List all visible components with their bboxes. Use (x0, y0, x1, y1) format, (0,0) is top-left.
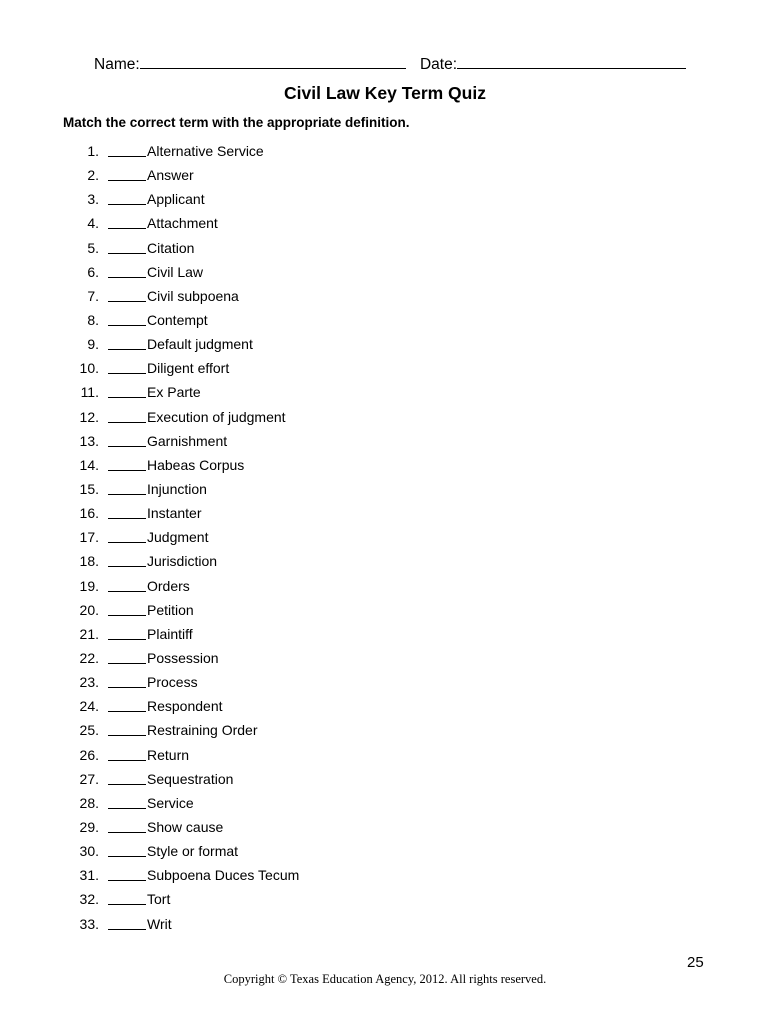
answer-blank[interactable] (108, 784, 146, 785)
term-label: Restraining Order (147, 722, 258, 739)
name-label: Name: (94, 56, 140, 73)
answer-blank[interactable] (108, 373, 146, 374)
term-label: Possession (147, 649, 219, 666)
answer-blank[interactable] (108, 180, 146, 181)
term-label: Jurisdiction (147, 553, 218, 570)
term-number: 25. (79, 722, 99, 739)
answer-blank[interactable] (108, 518, 146, 519)
page-title: Civil Law Key Term Quiz (284, 83, 486, 103)
term-label: Subpoena Duces Tecum (147, 867, 300, 884)
term-number: 8. (87, 311, 99, 328)
term-number: 6. (87, 263, 99, 280)
term-number: 4. (87, 215, 99, 232)
answer-blank[interactable] (108, 615, 146, 616)
answer-blank[interactable] (108, 542, 146, 543)
term-label: Habeas Corpus (147, 456, 245, 473)
term-label: Writ (147, 915, 172, 932)
answer-blank[interactable] (108, 422, 146, 423)
answer-blank[interactable] (108, 397, 146, 398)
term-number: 18. (79, 553, 99, 570)
term-number: 11. (80, 384, 99, 401)
answer-blank[interactable] (108, 301, 146, 302)
answer-blank[interactable] (108, 639, 146, 640)
answer-blank[interactable] (108, 228, 146, 229)
term-number: 28. (79, 794, 99, 811)
term-number: 26. (79, 746, 99, 763)
term-label: Applicant (147, 191, 205, 208)
term-label: Respondent (147, 698, 223, 715)
term-label: Answer (147, 167, 194, 184)
term-number: 24. (79, 698, 99, 715)
term-number: 19. (79, 577, 99, 594)
answer-blank[interactable] (108, 566, 146, 567)
term-label: Civil Law (147, 263, 204, 280)
term-label: Injunction (147, 480, 207, 497)
answer-blank[interactable] (108, 663, 146, 664)
answer-blank[interactable] (108, 880, 146, 881)
answer-blank[interactable] (108, 856, 146, 857)
term-label: Ex Parte (147, 384, 201, 401)
term-label: Show cause (147, 818, 224, 835)
answer-blank[interactable] (108, 711, 146, 712)
term-number: 13. (79, 432, 99, 449)
name-date-header (94, 53, 686, 74)
answer-blank[interactable] (108, 204, 146, 205)
term-number: 17. (79, 529, 99, 546)
answer-blank[interactable] (108, 808, 146, 809)
term-number: 3. (87, 191, 99, 208)
answer-blank[interactable] (108, 591, 146, 592)
name-blank-line[interactable] (140, 53, 406, 69)
answer-blank[interactable] (108, 494, 146, 495)
term-number: 21. (79, 625, 99, 642)
term-number: 20. (79, 601, 99, 618)
term-number: 7. (87, 287, 99, 304)
answer-blank[interactable] (108, 904, 146, 905)
answer-blank[interactable] (108, 735, 146, 736)
term-label: Alternative Service (147, 143, 264, 159)
term-label: Return (147, 746, 190, 763)
term-label: Instanter (147, 505, 202, 522)
answer-blank[interactable] (108, 929, 146, 930)
answer-blank[interactable] (108, 446, 146, 447)
term-label: Orders (147, 577, 190, 594)
copyright-notice: Copyright © Texas Education Agency, 2012. All rights reserved. (223, 972, 547, 986)
term-number: 15. (79, 480, 99, 497)
answer-blank[interactable] (108, 349, 146, 350)
answer-blank[interactable] (108, 156, 146, 157)
term-label: Civil subpoena (147, 287, 239, 304)
term-number: 33. (79, 915, 99, 932)
term-number: 2. (87, 167, 99, 184)
term-label: Tort (147, 891, 171, 908)
term-label: Service (147, 794, 194, 811)
term-label: Diligent effort (147, 360, 230, 377)
term-label: Citation (147, 239, 195, 256)
answer-blank[interactable] (108, 325, 146, 326)
term-number: 1. (87, 143, 99, 159)
answer-blank[interactable] (108, 470, 146, 471)
term-label: Process (147, 674, 198, 691)
term-number: 12. (79, 408, 99, 425)
term-label: Judgment (147, 529, 209, 546)
term-number: 14. (79, 456, 99, 473)
term-label: Sequestration (147, 770, 234, 787)
answer-blank[interactable] (108, 687, 146, 688)
date-blank-line[interactable] (457, 53, 686, 69)
term-label: Contempt (147, 311, 208, 328)
answer-blank[interactable] (108, 253, 146, 254)
page-number: 25 (687, 954, 704, 971)
term-label: Attachment (147, 215, 218, 232)
term-number: 32. (79, 891, 99, 908)
term-number: 5. (87, 239, 99, 256)
instructions: Match the correct term with the appropriate definition. (63, 115, 410, 130)
term-label: Execution of judgment (147, 408, 286, 425)
answer-blank[interactable] (108, 277, 146, 278)
term-label: Garnishment (147, 432, 228, 449)
term-label: Petition (147, 601, 194, 618)
answer-blank[interactable] (108, 832, 146, 833)
term-number: 23. (79, 674, 99, 691)
term-number: 9. (87, 336, 99, 353)
answer-blank[interactable] (108, 760, 146, 761)
term-label: Plaintiff (147, 625, 193, 642)
date-label: Date: (419, 56, 458, 73)
term-number: 30. (79, 843, 99, 860)
term-number: 31. (79, 867, 99, 884)
term-number: 27. (79, 770, 99, 787)
term-number: 10. (79, 360, 99, 377)
term-number: 16. (79, 505, 99, 522)
term-number: 29. (79, 818, 99, 835)
term-label: Style or format (147, 843, 239, 860)
term-label: Default judgment (147, 336, 253, 353)
term-number: 22. (79, 649, 99, 666)
